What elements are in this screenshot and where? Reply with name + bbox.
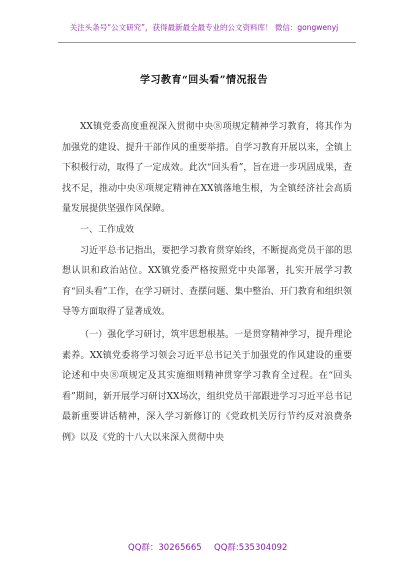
header-notice: 关注头条号“公文研究”，获得最新最全最专业的公文资料库！ 微信：gongwenyj xyxy=(69,23,339,32)
section-heading: 一、工作成效 xyxy=(80,224,135,235)
body-paragraph: （一）强化学习研讨，筑牢思想根基。一是贯穿精神学习，提升理论素养。XX镇党委将学习领会习近平总书记关于加强党的作风建设的重要论述和中央⑧项规定及其实施细则精神贯穿学习教育全过程。在“回头看”期间，新开展学习研讨XX场次，组织党员干部跟进学习习近平总书记最新重要讲话精神，深入学习新修订的《党政机关厉行节约反对浪费条例》以及《党的十八大以来深入贯彻中央 xyxy=(62,329,352,443)
body-paragraph: 习近平总书记指出，要把学习教育贯穿始终，不断提高党员干部的思想认识和政治站位。XX镇党委严格按照党中央部署，扎实开展学习教育“回头看”工作，在学习研讨、查摆问题、集中整治、开门教育和组织领导等方面取得了显著成效。 xyxy=(62,245,352,318)
intro-paragraph: XX镇党委高度重视深入贯彻中央⑧项规定精神学习教育，将其作为加强党的建设、提升干部作风的重要举措。自学习教育开展以来，全镇上下积极行动，取得了一定成效。此次“回头看”，旨在进一步巩固成果，查找不足，推动中央⑧项规定精神在XX镇落地生根，为全镇经济社会高质量发展提供坚强作风保障。 xyxy=(62,122,352,215)
header-divider xyxy=(58,42,356,43)
footer xyxy=(0,541,408,555)
document-body xyxy=(62,117,352,449)
document-title: 学习教育“回头看”情况报告 xyxy=(139,75,268,86)
footer-qq-group-1: QQ群：30265665 xyxy=(128,543,202,553)
footer-qq-group-2: QQ群:535304092 xyxy=(214,543,288,553)
